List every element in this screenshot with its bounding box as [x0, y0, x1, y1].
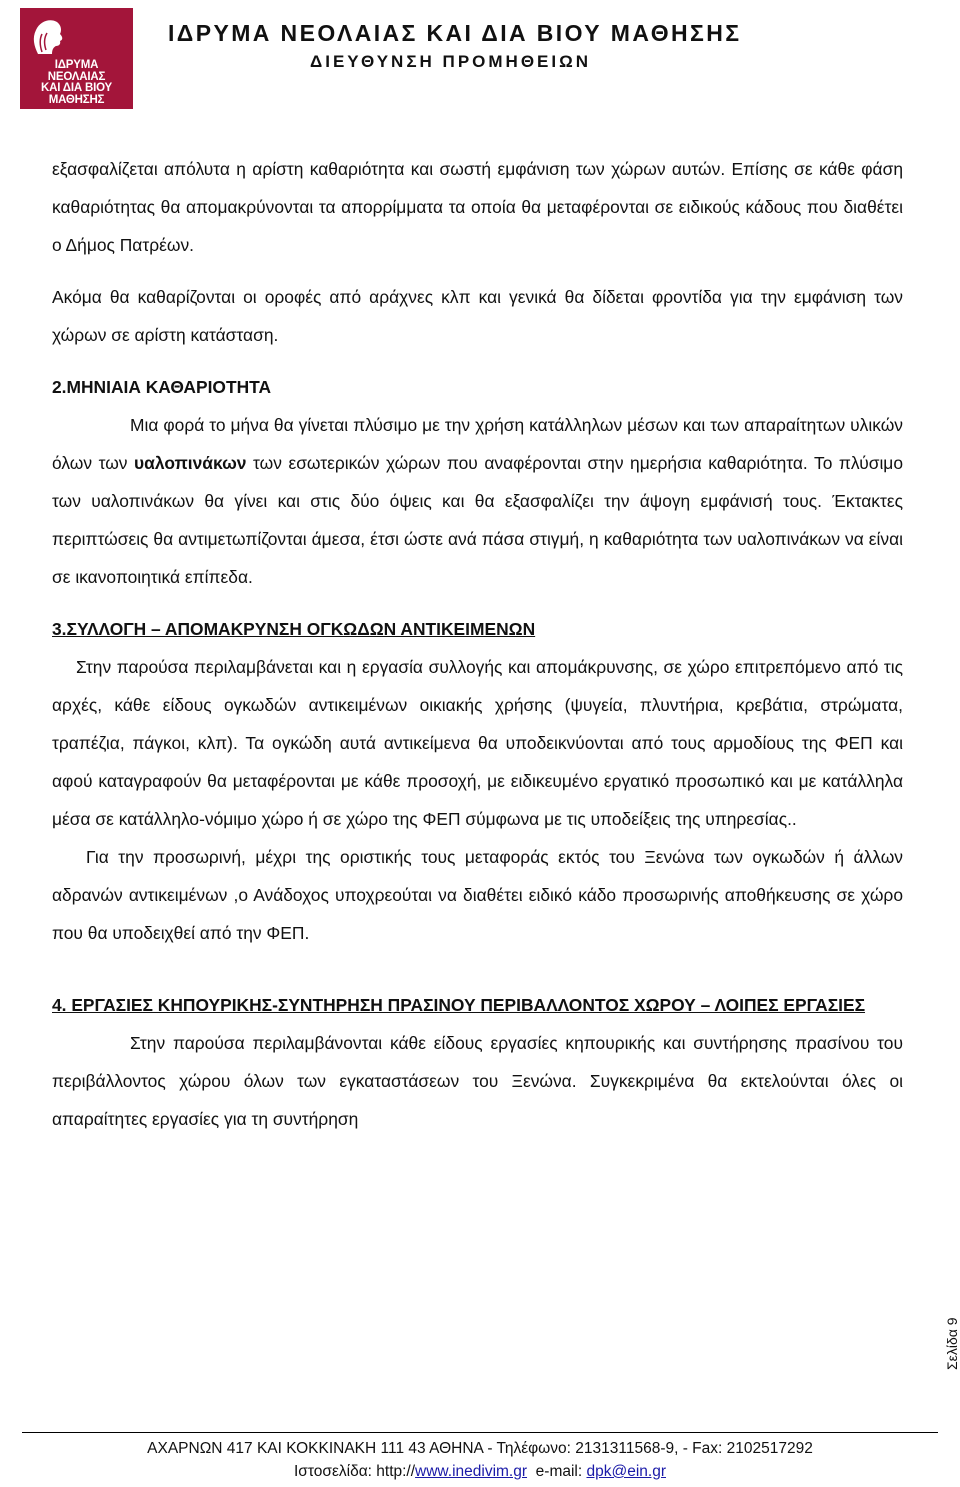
paragraph: εξασφαλίζεται απόλυτα η αρίστη καθαριότητα και σωστή εμφάνιση των χώρων αυτών. Επίσης σε κάθε φάση καθαριότητας θα απομακρύνονται τα απορρίμματα τα οποία θα μεταφέρονται σε ειδικούς κάδους που διαθέτει ο Δήμος Πατρέων.: [52, 159, 903, 255]
footer-address: ΑΧΑΡΝΩΝ 417 ΚΑΙ ΚΟΚΚΙΝΑΚΗ 111 43 ΑΘΗΝΑ - Τηλέφωνο: 2131311568-9, - Fax: 2102517292: [147, 1440, 813, 1457]
organization-title: ΙΔΡΥΜΑ ΝΕΟΛΑΙΑΣ ΚΑΙ ΔΙΑ ΒΙΟΥ ΜΑΘΗΣΗΣ: [168, 20, 742, 46]
paragraph: Στην παρούσα περιλαμβάνεται και η εργασία συλλογής και απομάκρυνσης, σε χώρο επιτρεπόμενο από τις αρχές, κάθε είδους ογκωδών αντικειμένων οικιακής χρήσης (ψυγεία, πλυντήρια, κρεβάτια, στρώματα, τραπέζια, πάγκοι, κλπ). Τα ογκώδη αυτά αντικείμενα θα υποδεικνύονται από τους αρμοδίους της ΦΕΠ και αφού καταγραφούν θα μεταφέρονται με κάθε προσοχή, με ειδικευμένο εργατικό προσωπικό και με κατάλληλα μέσα σε κατάλληλο-νόμιμο χώρο ή σε χώρο της ΦΕΠ σύμφωνα με τις υποδείξεις της υπηρεσίας..: [52, 657, 903, 829]
section-heading: 4. ΕΡΓΑΣΙΕΣ ΚΗΠΟΥΡΙΚΗΣ-ΣΥΝΤΗΡΗΣΗ ΠΡΑΣΙΝΟΥ ΠΕΡΙΒΑΛΛΟΝΤΟΣ ΧΩΡΟΥ – ΛΟΙΠΕΣ ΕΡΓΑΣΙΕΣ: [52, 995, 866, 1015]
footer-divider: [22, 1432, 938, 1433]
paragraph: Για την προσωρινή, μέχρι της οριστικής τους μεταφοράς εκτός του Ξενώνα των ογκωδών ή άλλων αδρανών αντικειμένων ,ο Ανάδοχος υποχρεούται να διαθέτει ειδικό κάδο προσωρινής αποθήκευσης σε χώρο που θα υποδειχθεί από την ΦΕΠ.: [52, 847, 903, 943]
footer-contact: [0, 1463, 960, 1481]
website-link[interactable]: www.inedivim.gr: [415, 1463, 528, 1480]
page-number: Σελίδα 9: [944, 1317, 960, 1370]
section-heading: 3.ΣΥΛΛΟΓΗ – ΑΠΟΜΑΚΡΥΝΣΗ ΟΓΚΩΔΩΝ ΑΝΤΙΚΕΙΜΕΝΩΝ: [52, 619, 536, 639]
paragraph: Στην παρούσα περιλαμβάνονται κάθε είδους εργασίες κηπουρικής και συντήρησης πρασίνου του περιβάλλοντος χώρου όλων των εγκαταστάσεων του Ξενώνα. Συγκεκριμένα θα εκτελούνται όλες οι απαραίτητες εργασίες για τη συντήρηση: [52, 1033, 903, 1129]
organization-logo: [20, 8, 133, 109]
document-body: [52, 150, 903, 1138]
email-link[interactable]: dpk@ein.gr: [586, 1463, 666, 1480]
logo-line: ΝΕΟΛΑΙΑΣ: [47, 70, 106, 83]
text-span: Μια φορά το μήνα θα γίνεται πλύσιμο με την χρήση κατάλληλων μέσων και των απαραίτητων υλικών όλων των: [52, 415, 903, 473]
logo-line: ΙΔΡΥΜΑ: [54, 59, 99, 71]
paragraph: Ακόμα θα καθαρίζονται οι οροφές από αράχνες κλπ και γενικά θα δίδεται φροντίδα για την εμφάνιση των χώρων σε αρίστη κατάσταση.: [52, 287, 903, 345]
department-subtitle: ΔΙΕΥΘΥΝΣΗ ΠΡΟΜΗΘΕΙΩΝ: [310, 52, 592, 71]
profile-face-icon: [30, 16, 66, 56]
section-heading: 2.ΜΗΝΙΑΙΑ ΚΑΘΑΡΙΟΤΗΤΑ: [52, 377, 272, 397]
text-span: των εσωτερικών χώρων που αναφέρονται στην ημερήσια καθαριότητα. Το πλύσιμο των υαλοπινάκων θα γίνει και στις δύο όψεις και θα εξασφαλίζει την άψογη εμφάνισή τους. Έκτακτες περιπτώσεις θα αντιμετωπίζονται άμεσα, έτσι ώστε ανά πάσα στιγμή, η καθαριότητα των υαλοπινάκων να είναι σε ικανοποιητικά επίπεδα.: [52, 453, 903, 587]
bold-term: υαλοπινάκων: [134, 453, 247, 473]
email-label: e-mail:: [535, 1463, 587, 1480]
logo-line: ΜΑΘΗΣΗΣ: [48, 93, 105, 106]
web-label: Ιστοσελίδα: http://: [294, 1463, 416, 1480]
logo-line: ΚΑΙ ΔΙΑ ΒΙΟΥ: [41, 82, 112, 94]
logo-text: [20, 60, 133, 106]
paragraph: [52, 406, 903, 596]
